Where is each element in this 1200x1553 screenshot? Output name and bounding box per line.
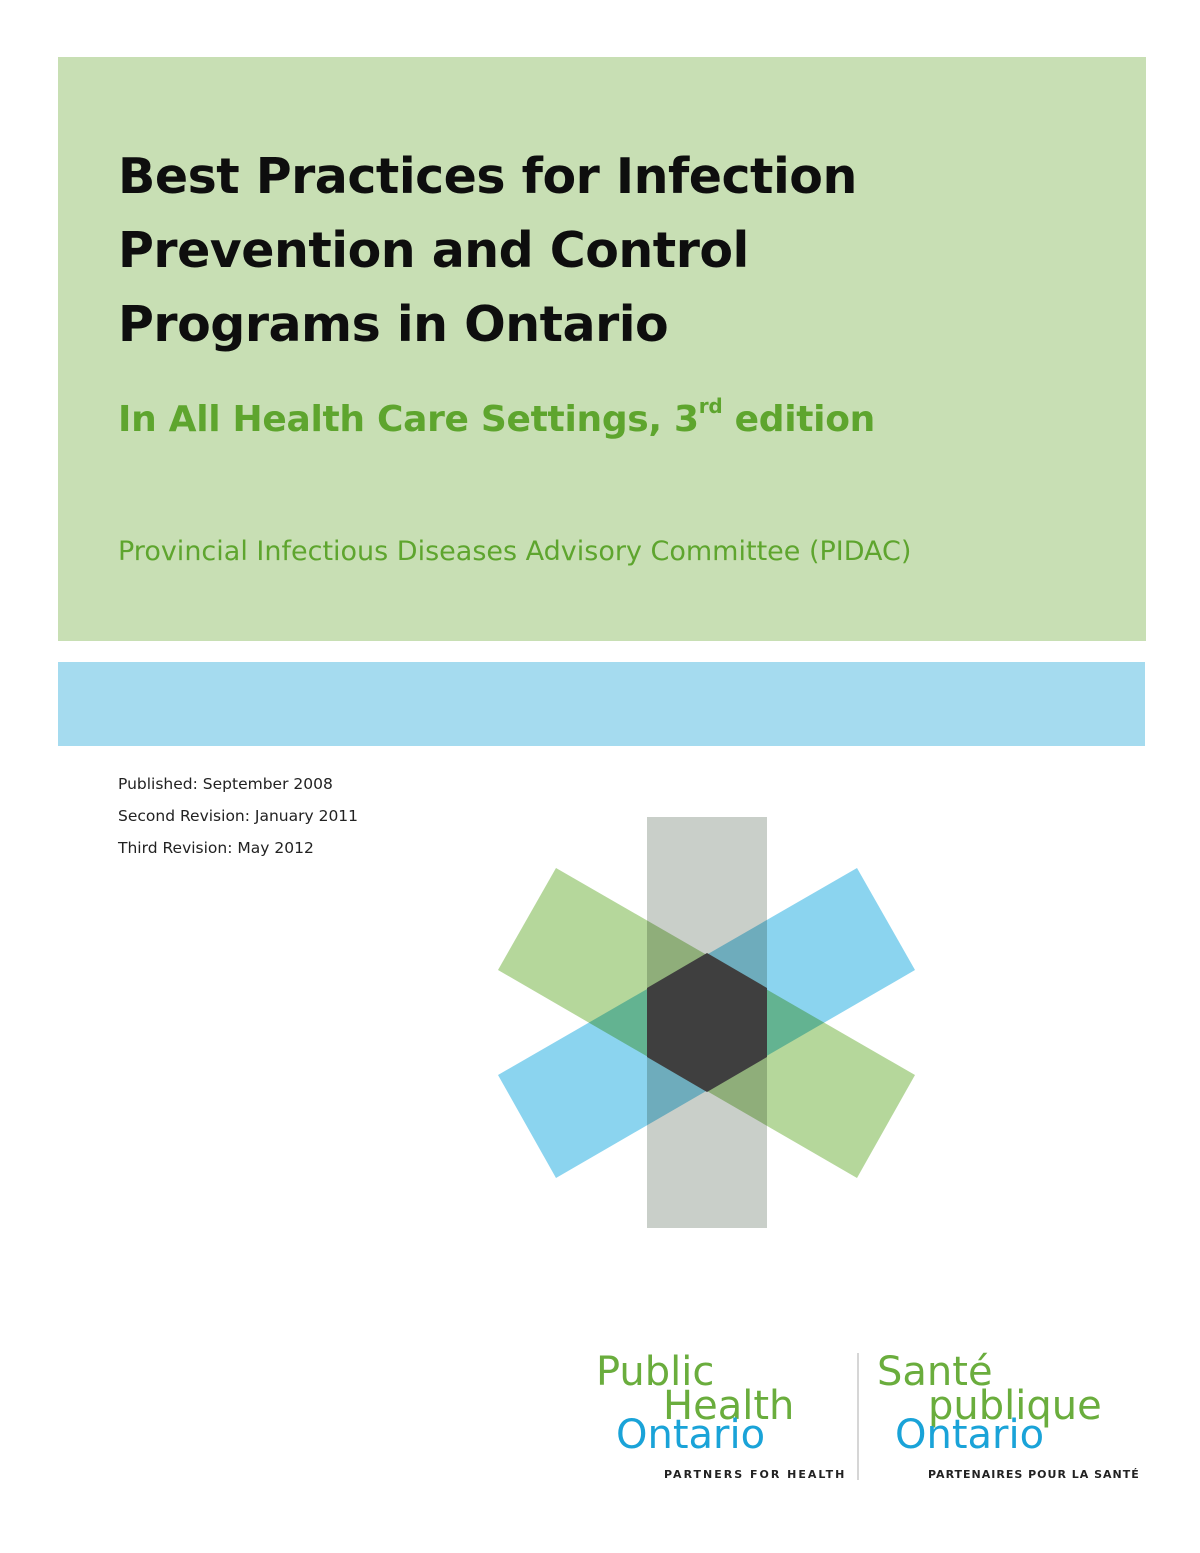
published-date: Published: September 2008 [118,775,333,793]
logo-publique: publique [928,1383,1102,1429]
document-title [118,140,1018,362]
third-revision-date: Third Revision: May 2012 [118,839,314,857]
subtitle-suffix: edition [722,399,875,440]
subtitle-superscript: rd [698,394,723,418]
second-revision-date: Second Revision: January 2011 [118,807,359,825]
star-of-life-graphic [440,800,980,1260]
committee-name: Provincial Infectious Diseases Advisory Committee (PIDAC) [118,536,912,567]
logo-tagline-fr: PARTENAIRES POUR LA SANTÉ [928,1468,1140,1481]
logo-sante: Santé [877,1349,993,1395]
title-line: Prevention and Control [118,222,749,279]
logo-ontario-fr: Ontario [895,1412,1045,1458]
revision-history [118,772,358,868]
logo-health: Health [663,1383,795,1429]
public-health-ontario-logo [590,1345,1150,1495]
title-line: Programs in Ontario [118,296,669,353]
logo-tagline-en: PARTNERS FOR HEALTH [664,1468,847,1481]
title-line: Best Practices for Infection [118,148,857,205]
blue-band [58,662,1145,746]
document-subtitle [118,392,875,448]
logo-public: Public [596,1349,715,1395]
logo-ontario-en: Ontario [616,1412,766,1458]
subtitle-main: In All Health Care Settings, 3 [118,399,699,440]
